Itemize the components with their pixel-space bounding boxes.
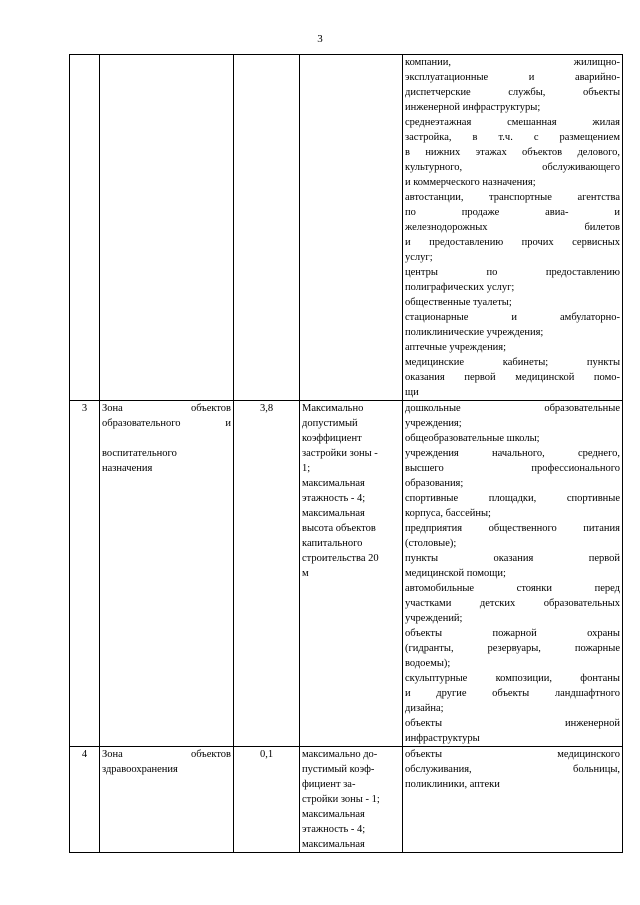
table-row: [70, 55, 623, 401]
uses-line: (столовые);: [405, 538, 457, 549]
area-cell: 3,8: [234, 401, 300, 747]
params-line: этажность - 4;: [302, 824, 366, 835]
uses-line: объекты инженерной: [405, 718, 620, 729]
uses-line: компании, жилищно-: [405, 57, 620, 68]
uses-line: учреждения начального, среднего,: [405, 448, 620, 459]
uses-line: высшего профессионального: [405, 463, 620, 474]
uses-line: по продаже авиа- и: [405, 207, 620, 218]
uses-line: спортивные площадки, спортивные: [405, 493, 620, 504]
uses-line: скульптурные композиции, фонтаны: [405, 673, 620, 684]
table-row: [70, 747, 623, 853]
uses-line: стационарные и амбулаторно-: [405, 312, 620, 323]
params-line: максимальная: [302, 839, 365, 850]
uses-line: (гидранты, резервуары, пожарные: [405, 643, 620, 654]
area-cell: [234, 55, 300, 401]
uses-line: учреждений;: [405, 613, 463, 624]
params-line: высота объектов: [302, 523, 376, 534]
uses-line: предприятия общественного питания: [405, 523, 620, 534]
row-number-cell: 4: [70, 747, 100, 853]
zoning-table-body: [70, 55, 623, 853]
params-line: максимальная: [302, 809, 365, 820]
uses-line: и предоставлению прочих сервисных: [405, 237, 620, 248]
page-number: 3: [317, 33, 323, 45]
uses-line: пункты оказания первой: [405, 553, 620, 564]
uses-line: медицинской помощи;: [405, 568, 506, 579]
uses-line: среднеэтажная смешанная жилая: [405, 117, 620, 128]
uses-line: железнодорожных билетов: [405, 222, 620, 233]
uses-line: аптечные учреждения;: [405, 342, 507, 353]
parameters-cell: [300, 401, 403, 747]
uses-line: образования;: [405, 478, 464, 489]
uses-line: объекты медицинского: [405, 749, 620, 760]
uses-line: поликлиники, аптеки: [405, 779, 500, 790]
uses-line: диспетчерские службы, объекты: [405, 87, 620, 98]
params-line: капитального: [302, 538, 363, 549]
params-line: максимальная: [302, 508, 365, 519]
uses-line: эксплуатационные и аварийно-: [405, 72, 620, 83]
params-line: допустимый: [302, 418, 358, 429]
permitted-uses-cell: [403, 401, 623, 747]
uses-line: учреждения;: [405, 418, 462, 429]
zone-line: [102, 431, 231, 446]
zone-name-cell: [100, 55, 234, 401]
uses-line: поликлинические учреждения;: [405, 327, 544, 338]
row-number-cell: [70, 55, 100, 401]
zone-line: Зона объектов: [102, 749, 231, 760]
params-line: коэффициент: [302, 433, 362, 444]
zone-line: Зона объектов: [102, 403, 231, 414]
permitted-uses-cell: [403, 55, 623, 401]
uses-line: участками детских образовательных: [405, 598, 620, 609]
zone-line: образовательного и: [102, 418, 231, 429]
uses-line: дизайна;: [405, 703, 444, 714]
uses-line: дошкольные образовательные: [405, 403, 620, 414]
uses-line: в нижних этажах объектов делового,: [405, 147, 620, 158]
uses-line: центры по предоставлению: [405, 267, 620, 278]
params-line: этажность - 4;: [302, 493, 366, 504]
params-line: 1;: [302, 463, 311, 474]
params-line: застройки зоны -: [302, 448, 378, 459]
zone-line: назначения: [102, 463, 153, 474]
zone-line: воспитательного: [102, 448, 177, 459]
uses-line: автостанции, транспортные агентства: [405, 192, 620, 203]
params-line: максимально до-: [302, 749, 378, 760]
uses-line: водоемы);: [405, 658, 451, 669]
area-cell: 0,1: [234, 747, 300, 853]
uses-line: полиграфических услуг;: [405, 282, 515, 293]
params-line: строительства 20: [302, 553, 379, 564]
uses-line: общеобразовательные школы;: [405, 433, 540, 444]
params-line: фициент за-: [302, 779, 356, 790]
table-row: [70, 401, 623, 747]
uses-line: и другие объекты ландшафтного: [405, 688, 620, 699]
uses-line: инфраструктуры: [405, 733, 480, 744]
params-line: максимальная: [302, 478, 365, 489]
parameters-cell: [300, 747, 403, 853]
zone-name-cell: [100, 747, 234, 853]
parameters-cell: [300, 55, 403, 401]
uses-line: культурного, обслуживающего: [405, 162, 620, 173]
zoning-table: [69, 54, 623, 853]
params-line: Максимально: [302, 403, 364, 414]
params-line: м: [302, 568, 309, 579]
uses-line: инженерной инфраструктуры;: [405, 102, 541, 113]
uses-line: объекты пожарной охраны: [405, 628, 620, 639]
uses-line: медицинские кабинеты; пункты: [405, 357, 620, 368]
uses-line: застройка, в т.ч. с размещением: [405, 132, 620, 143]
uses-line: и коммерческого назначения;: [405, 177, 536, 188]
uses-line: оказания первой медицинской помо-: [405, 372, 620, 383]
params-line: пустимый коэф-: [302, 764, 375, 775]
uses-line: корпуса, бассейны;: [405, 508, 491, 519]
uses-line: общественные туалеты;: [405, 297, 512, 308]
uses-line: обслуживания, больницы,: [405, 764, 620, 775]
params-line: стройки зоны - 1;: [302, 794, 380, 805]
permitted-uses-cell: [403, 747, 623, 853]
zone-line: здравоохранения: [102, 764, 178, 775]
uses-line: автомобильные стоянки перед: [405, 583, 620, 594]
zone-name-cell: [100, 401, 234, 747]
uses-line: услуг;: [405, 252, 433, 263]
uses-line: щи: [405, 387, 419, 398]
row-number-cell: 3: [70, 401, 100, 747]
